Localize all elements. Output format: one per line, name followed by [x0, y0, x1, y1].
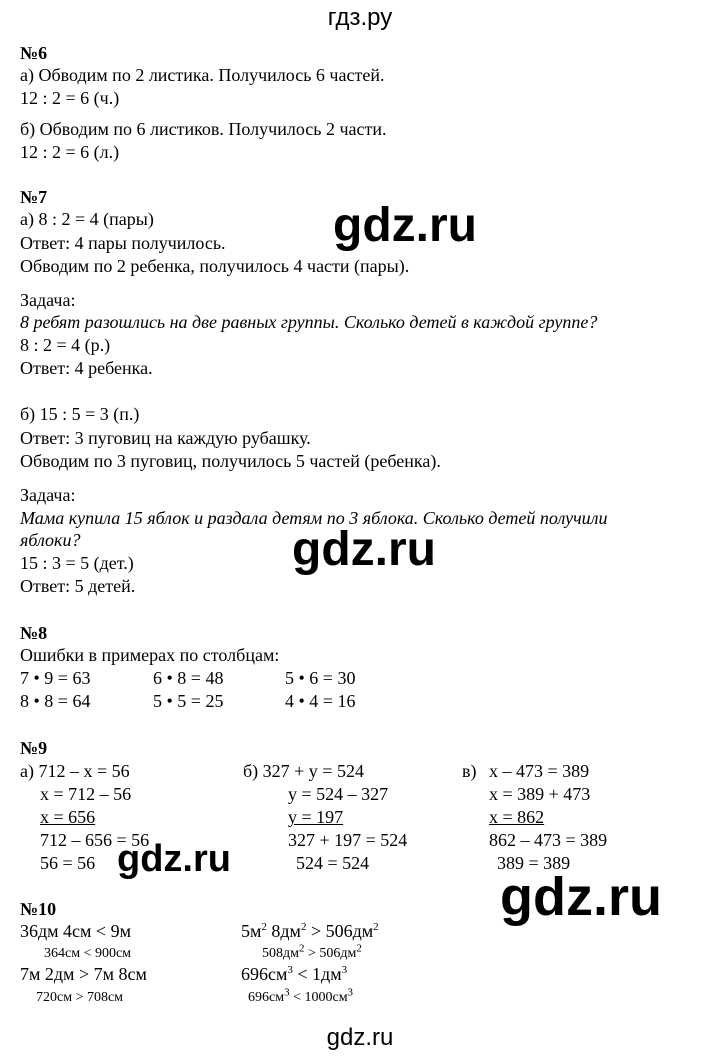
task-9-b-line: y = 524 – 327: [288, 784, 389, 804]
task-7-line: 8 : 2 = 4 (р.): [20, 335, 111, 355]
task-7-line: Ответ: 5 детей.: [20, 576, 136, 596]
task-10-left-sub: 364см < 900см: [44, 946, 132, 961]
superscript: 3: [284, 986, 290, 999]
task-7-line: а) 8 : 2 = 4 (пары): [20, 209, 154, 229]
task-9-a-answer: x = 656: [40, 807, 96, 827]
task-9-c-label: в): [462, 761, 477, 781]
task-10-title: №10: [20, 899, 57, 919]
task-6-a: а) Обводим по 2 листика. Получилось 6 частей.: [20, 65, 385, 85]
task-9-a-line: 56 = 56: [40, 853, 96, 873]
task-9-c-line: 389 = 389: [497, 853, 571, 873]
task-7-title: №7: [20, 187, 48, 207]
task-7-line: Ответ: 4 пары получилось.: [20, 233, 226, 253]
value-text: 5м: [241, 921, 262, 941]
task-6-title: №6: [20, 43, 48, 63]
task-6-b-eq: 12 : 2 = 6 (л.): [20, 142, 120, 162]
value-text: < 1000см: [289, 990, 348, 1005]
task-7-line: Обводим по 3 пуговиц, получилось 5 частей (ребенка).: [20, 451, 441, 471]
task-8-intro: Ошибки в примерах по столбцам:: [20, 645, 280, 665]
task-7-line: Ответ: 3 пуговиц на каждую рубашку.: [20, 428, 311, 448]
watermark: gdz.ru: [117, 838, 231, 880]
superscript: 2: [261, 921, 267, 933]
task-8-expr: 4 • 4 = 16: [285, 691, 356, 711]
task-9-c-answer: x = 862: [489, 807, 545, 827]
task-9-b-line: б) 327 + y = 524: [243, 761, 364, 781]
superscript: 3: [341, 964, 348, 976]
watermark: gdz.ru: [292, 523, 436, 576]
task-7-problem: яблоки?: [20, 530, 81, 550]
value-text: 8дм: [266, 921, 301, 941]
task-9-b-answer: y = 197: [288, 807, 344, 827]
task-10-right-line: [241, 963, 347, 985]
task-9-a-line: а) 712 – x = 56: [20, 761, 130, 781]
value-text: > 506дм: [304, 946, 357, 961]
task-6-a-eq: 12 : 2 = 6 (ч.): [20, 88, 120, 108]
value-text: < 1дм: [292, 964, 342, 984]
task-7-line: б) 15 : 5 = 3 (п.): [20, 404, 140, 424]
task-7-line: Ответ: 4 ребенка.: [20, 358, 153, 378]
task-7-line: Обводим по 2 ребенка, получилось 4 части (пары).: [20, 256, 410, 276]
task-9-title: №9: [20, 738, 48, 758]
task-10-right-sub: [248, 987, 353, 1009]
task-7-problem: Мама купила 15 яблок и раздала детям по 3 яблока. Сколько детей получили: [20, 508, 608, 528]
task-9-c-line: 862 – 473 = 389: [489, 830, 608, 850]
task-6-b: б) Обводим по 6 листиков. Получилось 2 части.: [20, 119, 387, 139]
task-10-right-line: [241, 920, 379, 942]
task-8-expr: 5 • 5 = 25: [153, 691, 224, 711]
superscript: 3: [347, 986, 354, 999]
watermark: gdz.ru: [333, 199, 477, 252]
superscript: 2: [373, 921, 379, 933]
value-text: 508дм: [262, 946, 299, 961]
task-8-expr: 5 • 6 = 30: [285, 668, 356, 688]
watermark: gdz.ru: [500, 867, 662, 927]
site-footer: gdz.ru: [326, 1024, 394, 1051]
site-header: гдз.ру: [327, 4, 393, 31]
task-9-b-line: 524 = 524: [296, 853, 370, 873]
task-9-a-line: x = 712 – 56: [40, 784, 132, 804]
task-7-problem: 8 ребят разошлись на две равных группы. Сколько детей в каждой группе?: [20, 312, 598, 332]
task-9-c-line: x – 473 = 389: [489, 761, 590, 781]
superscript: 2: [300, 921, 307, 933]
task-7-line: 15 : 3 = 5 (дет.): [20, 553, 134, 573]
task-7-line: Задача:: [20, 485, 76, 505]
task-7-line: Задача:: [20, 290, 76, 310]
task-8-expr: 7 • 9 = 63: [20, 668, 91, 688]
task-8-title: №8: [20, 623, 48, 643]
value-text: 696см: [241, 964, 288, 984]
superscript: 2: [298, 942, 305, 955]
task-8-expr: 8 • 8 = 64: [20, 691, 91, 711]
value-text: > 506дм: [306, 921, 374, 941]
value-text: 696см: [248, 990, 285, 1005]
task-9-b-line: 327 + 197 = 524: [288, 830, 408, 850]
superscript: 2: [356, 942, 362, 955]
task-10-right-sub: [262, 943, 362, 965]
task-10-left-line: 36дм 4см < 9м: [20, 921, 131, 941]
task-8-expr: 6 • 8 = 48: [153, 668, 224, 688]
task-10-left-sub: 720см > 708см: [36, 990, 124, 1005]
task-9-a-line: 712 – 656 = 56: [40, 830, 150, 850]
superscript: 3: [287, 964, 293, 976]
task-9-c-line: x = 389 + 473: [489, 784, 591, 804]
task-10-left-line: 7м 2дм > 7м 8см: [20, 964, 147, 984]
